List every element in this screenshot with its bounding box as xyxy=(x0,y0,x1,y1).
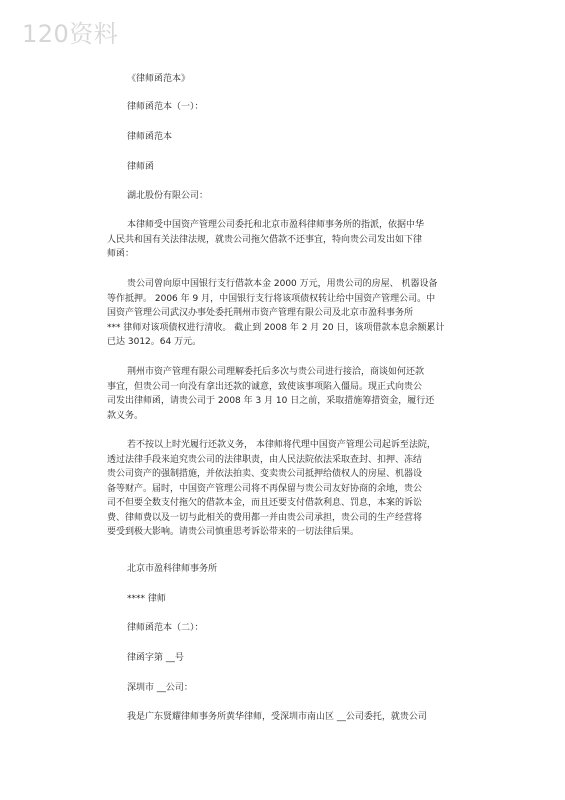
sample2-heading: 律师函范本（二）： xyxy=(127,623,204,633)
paragraph-1-line: 本律师受中国资产管理公司委托和北京市盈科律师事务所的指派，依据中华 xyxy=(127,220,425,230)
paragraph-4-line: 透过法律手段来追究贵公司的法律职责，由人民法院依法采取查封、扣押、冻结 xyxy=(107,454,423,465)
paragraph-3-line: 荆州市资产管理有限公司理解委托后多次与贵公司进行接洽，商谈如何还款 xyxy=(127,367,425,377)
paragraph-2-line: 已达 3012。64 万元。 xyxy=(107,337,202,347)
sample2-addressee: 深圳市 __公司： xyxy=(127,683,193,693)
sample1-letter-label: 律师函 xyxy=(127,162,155,172)
paragraph-4-line: 若不按以上时光履行还款义务， 本律师将代理中国资产管理公司起诉至法院， xyxy=(127,440,436,450)
paragraph-2-line: 等作抵押。 2006 年 9 月，中国银行支行将该项债权转让给中国资产管理公司。中 xyxy=(107,293,436,304)
paragraph-1-line: 师函： xyxy=(107,249,135,259)
signature-firm: 北京市盈科律师事务所 xyxy=(127,564,218,574)
paragraph-3-line: 款义务。 xyxy=(107,410,144,421)
sample1-subheading: 律师函范本 xyxy=(127,132,173,142)
paragraph-2 xyxy=(107,277,444,350)
signature-lawyer: **** 律师 xyxy=(127,594,166,604)
paragraph-4 xyxy=(107,438,436,540)
sample1-heading: 律师函范本（一）： xyxy=(127,102,204,112)
sample2-reference-number: 律函字第 __号 xyxy=(127,653,184,663)
paragraph-4-line: 贵公司资产的强制措施，并依法拍卖、变卖贵公司抵押给债权人的房屋、机器设 xyxy=(107,469,423,479)
paragraph-3 xyxy=(107,365,434,423)
paragraph-2-line: *** 律师对该项债权进行清收。 截止到 2008 年 2 月 20 日，该项借款本息余额累计 xyxy=(107,322,445,333)
paragraph-3-line: 事宜，但贵公司一向没有拿出还款的诚意，致使该事项陷入僵局。现正式向贵公 xyxy=(107,381,423,392)
paragraph-2-line: 贵公司曾向原中国银行支行借款本金 2000 万元，用贵公司的房屋、 机器设备 xyxy=(127,279,438,289)
document-title: 《律师函范本》 xyxy=(127,74,191,84)
sample2-paragraph-1: 我是广东贤耀律师事务所黄华律师，受深圳市南山区 __公司委托，就贵公司 xyxy=(127,712,427,722)
paragraph-1 xyxy=(107,218,424,262)
paragraph-2-line: 国资产管理公司武汉办事处委托荆州市资产管理有限公司及北京市盈科事务所 xyxy=(107,308,414,318)
paragraph-4-line: 备等财产。届时，中国资产管理公司将不再保留与贵公司友好协商的余地，贵公 xyxy=(107,483,423,494)
paragraph-4-line: 司不但要全数支付拖欠的借款本金，而且还要支付借款利息、罚息，本案的诉讼 xyxy=(107,498,423,508)
sample1-addressee: 湖北股份有限公司： xyxy=(127,191,209,201)
paragraph-4-line: 要受到极大影响。请贵公司慎重思考诉讼带来的一切法律后果。 xyxy=(107,527,360,537)
paragraph-3-line: 司发出律师函，请贵公司于 2008 年 3 月 10 日之前，采取措施筹措资金，履行还 xyxy=(107,396,435,406)
paragraph-4-line: 费、律师费以及一切与此相关的费用都一并由贵公司承担，贵公司的生产经营将 xyxy=(107,512,423,523)
paragraph-1-line: 人民共和国有关法律法规，就贵公司拖欠借款不还事宜，特向贵公司发出如下律 xyxy=(107,234,423,245)
watermark-logo: 120资料 xyxy=(22,20,119,48)
